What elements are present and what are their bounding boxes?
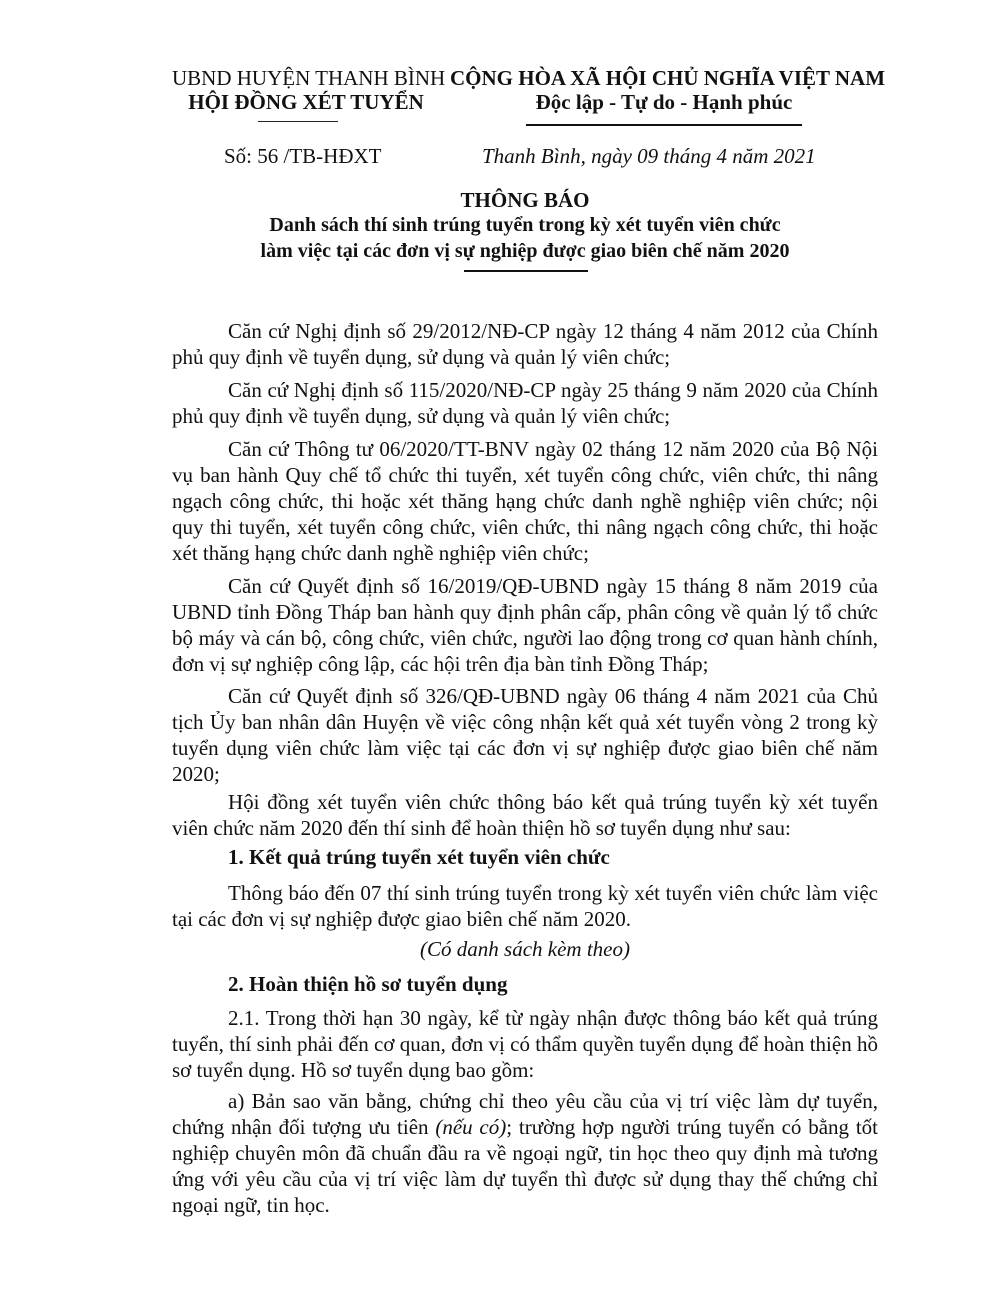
document-title: THÔNG BÁO [460, 188, 590, 212]
place-date: Thanh Bình, ngày 09 tháng 4 năm 2021 [482, 144, 816, 168]
section-2-heading: 2. Hoàn thiện hồ sơ tuyển dụng [228, 972, 508, 996]
right-header-rule [526, 124, 802, 126]
issuing-council: HỘI ĐỒNG XÉT TUYỂN [188, 90, 424, 114]
item-a-text-end: ; trường hợp người trúng tuyển có bằng tốt nghiệp chuyên môn đã chuẩn đầu ra về ngoại ngữ, tin học theo quy định mà tương ứng với yêu cầu của vị trí việc làm dự tuyển thì được sử dụng thay thế chứng chỉ ngoại ngữ, tin học. [172, 1115, 878, 1217]
document-number: Số: 56 /TB-HĐXT [224, 144, 382, 168]
national-title: CỘNG HÒA XÃ HỘI CHỦ NGHĨA VIỆT NAM [450, 66, 886, 90]
section-1-heading: 1. Kết quả trúng tuyển xét tuyển viên chức [228, 845, 610, 869]
legal-basis-paragraph: Căn cứ Thông tư 06/2020/TT-BNV ngày 02 tháng 12 năm 2020 của Bộ Nội vụ ban hành Quy chế tổ chức thi tuyển, xét tuyển công chức, viên chức, thi nâng ngạch công chức, thi hoặc xét thăng hạng chức danh nghề nghiệp viên chức; nội quy thi tuyển, xét tuyển công chức, viên chức, thi nâng ngạch công chức, thi hoặc xét thăng hạng chức danh nghề nghiệp viên chức; [172, 437, 878, 565]
item-a-text-start: a) Bản sao văn bằng, chứng chỉ theo yêu cầu của vị trí việc làm dự tuyển, chứng nhận đối tượng ưu tiên [172, 1089, 878, 1139]
attachment-note: (Có danh sách kèm theo) [420, 937, 630, 961]
section-1-text: Thông báo đến 07 thí sinh trúng tuyển trong kỳ xét tuyển viên chức làm việc tại các đơn vị sự nghiệp được giao biên chế năm 2020. [172, 881, 878, 931]
national-motto: Độc lập - Tự do - Hạnh phúc [535, 90, 793, 114]
legal-basis-paragraph: Căn cứ Quyết định số 326/QĐ-UBND ngày 06 tháng 4 năm 2021 của Chủ tịch Ủy ban nhân dân Huyện về việc công nhận kết quả xét tuyển vòng 2 trong kỳ tuyển dụng viên chức làm việc tại các đơn vị sự nghiệp được giao biên chế năm 2020; [172, 684, 878, 786]
announcement-paragraph: Hội đồng xét tuyển viên chức thông báo kết quả trúng tuyển kỳ xét tuyển viên chức năm 2020 đến thí sinh để hoàn thiện hồ sơ tuyển dụng như sau: [172, 790, 878, 840]
legal-basis-paragraph: Căn cứ Nghị định số 115/2020/NĐ-CP ngày 25 tháng 9 năm 2020 của Chính phủ quy định về tuyển dụng, sử dụng và quản lý viên chức; [172, 378, 878, 428]
document-subtitle-line2: làm việc tại các đơn vị sự nghiệp được giao biên chế năm 2020 [260, 240, 790, 262]
section-2-text: 2.1. Trong thời hạn 30 ngày, kể từ ngày nhận được thông báo kết quả trúng tuyển, thí sinh phải đến cơ quan, đơn vị có thẩm quyền tuyển dụng để hoàn thiện hồ sơ tuyển dụng. Hồ sơ tuyển dụng bao gồm: [172, 1006, 878, 1082]
legal-basis-paragraph: Căn cứ Nghị định số 29/2012/NĐ-CP ngày 12 tháng 4 năm 2012 của Chính phủ quy định về tuyển dụng, sử dụng và quản lý viên chức; [172, 319, 878, 369]
issuing-authority: UBND HUYỆN THANH BÌNH [172, 66, 446, 90]
item-a-italic-note: (nếu có) [435, 1115, 507, 1139]
legal-basis-paragraph: Căn cứ Quyết định số 16/2019/QĐ-UBND ngày 15 tháng 8 năm 2019 của UBND tỉnh Đồng Tháp ban hành quy định phân cấp, phân công về quản lý tổ chức bộ máy và cán bộ, công chức, viên chức, người lao động trong cơ quan hành chính, đơn vị sự nghiệp công lập, các hội trên địa bàn tỉnh Đồng Tháp; [172, 574, 878, 676]
left-header-rule [258, 121, 338, 122]
document-subtitle-line1: Danh sách thí sinh trúng tuyển trong kỳ xét tuyển viên chức [269, 214, 781, 236]
section-2-item-a [172, 1088, 878, 1218]
title-rule [464, 270, 588, 272]
